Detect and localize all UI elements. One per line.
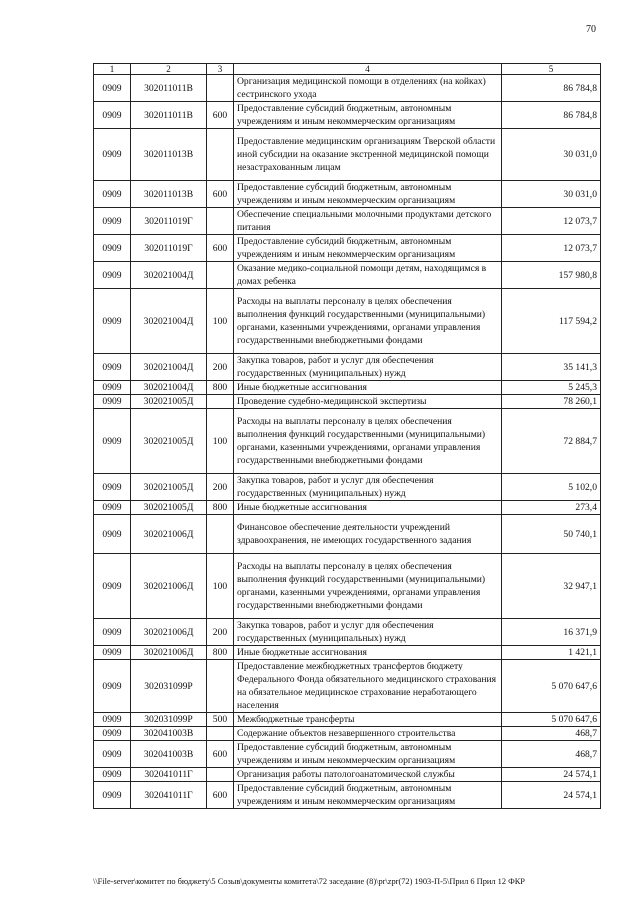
cell-amount: 12 073,7 — [502, 208, 601, 235]
cell-expense-type: 800 — [207, 501, 234, 515]
cell-description: Предоставление субсидий бюджетным, автономным учреждениям и иным некоммерческим организациям — [234, 782, 502, 809]
cell-target-code: 302021006Д — [131, 619, 207, 646]
cell-section: 0909 — [94, 713, 131, 727]
cell-target-code: 302021006Д — [131, 554, 207, 619]
table-row — [94, 129, 601, 181]
table-row — [94, 515, 601, 554]
cell-section: 0909 — [94, 395, 131, 409]
cell-section: 0909 — [94, 660, 131, 713]
table-row — [94, 409, 601, 474]
cell-amount: 5 070 647,6 — [502, 660, 601, 713]
header-col-5: 5 — [502, 64, 601, 75]
cell-description: Проведение судебно-медицинской экспертизы — [234, 395, 502, 409]
cell-amount: 468,7 — [502, 741, 601, 768]
table-row — [94, 75, 601, 102]
cell-amount: 468,7 — [502, 727, 601, 741]
table-row — [94, 713, 601, 727]
cell-section: 0909 — [94, 181, 131, 208]
cell-description: Закупка товаров, работ и услуг для обеспечения государственных (муниципальных) нужд — [234, 354, 502, 381]
table-row — [94, 102, 601, 129]
cell-expense-type — [207, 262, 234, 289]
cell-description: Предоставление межбюджетных трансфертов бюджету Федерального Фонда обязательного медицинского страхования на обязательное медицинское страхование неработающего населения — [234, 660, 502, 713]
cell-amount: 12 073,7 — [502, 235, 601, 262]
table-row — [94, 235, 601, 262]
cell-description: Расходы на выплаты персоналу в целях обеспечения выполнения функций государственными (муниципальными) органами, казенными учреждениями, органами управления государственными внебюджетными фондами — [234, 289, 502, 354]
cell-target-code: 302021005Д — [131, 474, 207, 501]
cell-target-code: 302041011Г — [131, 768, 207, 782]
cell-section: 0909 — [94, 768, 131, 782]
cell-amount: 157 980,8 — [502, 262, 601, 289]
cell-section: 0909 — [94, 75, 131, 102]
cell-amount: 86 784,8 — [502, 75, 601, 102]
cell-section: 0909 — [94, 208, 131, 235]
page-number: 70 — [586, 24, 596, 35]
cell-description: Организация работы патологоанатомической службы — [234, 768, 502, 782]
cell-section: 0909 — [94, 782, 131, 809]
cell-expense-type: 800 — [207, 646, 234, 660]
cell-target-code: 302011019Г — [131, 235, 207, 262]
cell-description: Иные бюджетные ассигнования — [234, 381, 502, 395]
cell-target-code: 302041011Г — [131, 782, 207, 809]
cell-target-code: 302021004Д — [131, 262, 207, 289]
cell-section: 0909 — [94, 235, 131, 262]
cell-expense-type — [207, 660, 234, 713]
table-row — [94, 741, 601, 768]
table-row — [94, 262, 601, 289]
cell-expense-type — [207, 208, 234, 235]
budget-table — [93, 63, 601, 809]
cell-section: 0909 — [94, 129, 131, 181]
cell-expense-type: 600 — [207, 741, 234, 768]
cell-target-code: 302021005Д — [131, 501, 207, 515]
cell-description: Организация медицинской помощи в отделениях (на койках) сестринского ухода — [234, 75, 502, 102]
cell-description: Закупка товаров, работ и услуг для обеспечения государственных (муниципальных) нужд — [234, 474, 502, 501]
cell-target-code: 302031099Р — [131, 713, 207, 727]
cell-expense-type — [207, 515, 234, 554]
cell-amount: 78 260,1 — [502, 395, 601, 409]
cell-target-code: 302021004Д — [131, 289, 207, 354]
cell-description: Оказание медико-социальной помощи детям, находящимся в домах ребенка — [234, 262, 502, 289]
cell-expense-type: 100 — [207, 554, 234, 619]
cell-amount: 24 574,1 — [502, 768, 601, 782]
cell-amount: 30 031,0 — [502, 181, 601, 208]
cell-target-code: 302041003В — [131, 741, 207, 768]
cell-expense-type: 500 — [207, 713, 234, 727]
cell-amount: 72 884,7 — [502, 409, 601, 474]
cell-section: 0909 — [94, 381, 131, 395]
table-row — [94, 660, 601, 713]
header-col-3: 3 — [207, 64, 234, 75]
cell-description: Предоставление субсидий бюджетным, автономным учреждениям и иным некоммерческим организациям — [234, 181, 502, 208]
cell-amount: 1 421,1 — [502, 646, 601, 660]
cell-amount: 32 947,1 — [502, 554, 601, 619]
cell-section: 0909 — [94, 646, 131, 660]
table-row — [94, 646, 601, 660]
cell-target-code: 302021006Д — [131, 515, 207, 554]
header-col-2: 2 — [131, 64, 207, 75]
cell-target-code: 302021004Д — [131, 381, 207, 395]
cell-description: Межбюджетные трансферты — [234, 713, 502, 727]
footer-file-path: \\File-server\комитет по бюджету\5 Созыв\документы комитета\72 заседание (8)\pr\zpr(72) 1903-П-5\Прил 6 Прил 12 ФКР — [93, 877, 525, 886]
cell-target-code: 302021004Д — [131, 354, 207, 381]
cell-target-code: 302021005Д — [131, 409, 207, 474]
cell-amount: 86 784,8 — [502, 102, 601, 129]
cell-section: 0909 — [94, 262, 131, 289]
cell-section: 0909 — [94, 501, 131, 515]
cell-expense-type — [207, 129, 234, 181]
cell-amount: 5 070 647,6 — [502, 713, 601, 727]
cell-expense-type: 200 — [207, 354, 234, 381]
cell-target-code: 302021006Д — [131, 646, 207, 660]
cell-expense-type — [207, 727, 234, 741]
cell-amount: 5 245,3 — [502, 381, 601, 395]
cell-section: 0909 — [94, 409, 131, 474]
cell-section: 0909 — [94, 102, 131, 129]
cell-expense-type: 800 — [207, 381, 234, 395]
cell-description: Расходы на выплаты персоналу в целях обеспечения выполнения функций государственными (муниципальными) органами, казенными учреждениями, органами управления государственными внебюджетными фондами — [234, 409, 502, 474]
cell-target-code: 302021005Д — [131, 395, 207, 409]
table-row — [94, 727, 601, 741]
cell-description: Иные бюджетные ассигнования — [234, 646, 502, 660]
cell-amount: 30 031,0 — [502, 129, 601, 181]
cell-section: 0909 — [94, 619, 131, 646]
table-row — [94, 381, 601, 395]
table-row — [94, 181, 601, 208]
cell-target-code: 302011011В — [131, 75, 207, 102]
table-row — [94, 289, 601, 354]
cell-description: Иные бюджетные ассигнования — [234, 501, 502, 515]
table-row — [94, 619, 601, 646]
cell-expense-type — [207, 768, 234, 782]
cell-expense-type: 100 — [207, 289, 234, 354]
cell-target-code: 302031099Р — [131, 660, 207, 713]
cell-amount: 117 594,2 — [502, 289, 601, 354]
cell-expense-type: 600 — [207, 782, 234, 809]
cell-description: Финансовое обеспечение деятельности учреждений здравоохранения, не имеющих государственного задания — [234, 515, 502, 554]
cell-expense-type: 600 — [207, 235, 234, 262]
cell-description: Предоставление субсидий бюджетным, автономным учреждениям и иным некоммерческим организациям — [234, 102, 502, 129]
cell-description: Обеспечение специальными молочными продуктами детского питания — [234, 208, 502, 235]
table-row — [94, 782, 601, 809]
cell-target-code: 302011011В — [131, 102, 207, 129]
cell-section: 0909 — [94, 727, 131, 741]
cell-section: 0909 — [94, 554, 131, 619]
header-col-4: 4 — [234, 64, 502, 75]
table-body — [94, 75, 601, 809]
cell-amount: 35 141,3 — [502, 354, 601, 381]
table-row — [94, 208, 601, 235]
cell-expense-type: 600 — [207, 102, 234, 129]
header-col-1: 1 — [94, 64, 131, 75]
cell-expense-type: 200 — [207, 619, 234, 646]
cell-target-code: 302041003В — [131, 727, 207, 741]
cell-amount: 5 102,0 — [502, 474, 601, 501]
cell-amount: 50 740,1 — [502, 515, 601, 554]
table-row — [94, 554, 601, 619]
cell-description: Предоставление субсидий бюджетным, автономным учреждениям и иным некоммерческим организациям — [234, 235, 502, 262]
cell-amount: 273,4 — [502, 501, 601, 515]
cell-amount: 16 371,9 — [502, 619, 601, 646]
cell-target-code: 302011019Г — [131, 208, 207, 235]
cell-section: 0909 — [94, 289, 131, 354]
cell-expense-type — [207, 395, 234, 409]
cell-target-code: 302011013В — [131, 181, 207, 208]
cell-section: 0909 — [94, 354, 131, 381]
cell-expense-type: 600 — [207, 181, 234, 208]
cell-target-code: 302011013В — [131, 129, 207, 181]
cell-description: Предоставление субсидий бюджетным, автономным учреждениям и иным некоммерческим организациям — [234, 741, 502, 768]
table-header-row — [94, 64, 601, 75]
cell-description: Предоставление медицинским организациям Тверской области иной субсидии на оказание экстренной медицинской помощи незастрахованным лицам — [234, 129, 502, 181]
cell-expense-type: 100 — [207, 409, 234, 474]
cell-description: Закупка товаров, работ и услуг для обеспечения государственных (муниципальных) нужд — [234, 619, 502, 646]
cell-section: 0909 — [94, 474, 131, 501]
table-row — [94, 768, 601, 782]
table-row — [94, 501, 601, 515]
cell-expense-type — [207, 75, 234, 102]
table-row — [94, 474, 601, 501]
table-row — [94, 354, 601, 381]
cell-description: Содержание объектов незавершенного строительства — [234, 727, 502, 741]
cell-amount: 24 574,1 — [502, 782, 601, 809]
cell-section: 0909 — [94, 515, 131, 554]
cell-expense-type: 200 — [207, 474, 234, 501]
cell-section: 0909 — [94, 741, 131, 768]
cell-description: Расходы на выплаты персоналу в целях обеспечения выполнения функций государственными (муниципальными) органами, казенными учреждениями, органами управления государственными внебюджетными фондами — [234, 554, 502, 619]
table-row — [94, 395, 601, 409]
